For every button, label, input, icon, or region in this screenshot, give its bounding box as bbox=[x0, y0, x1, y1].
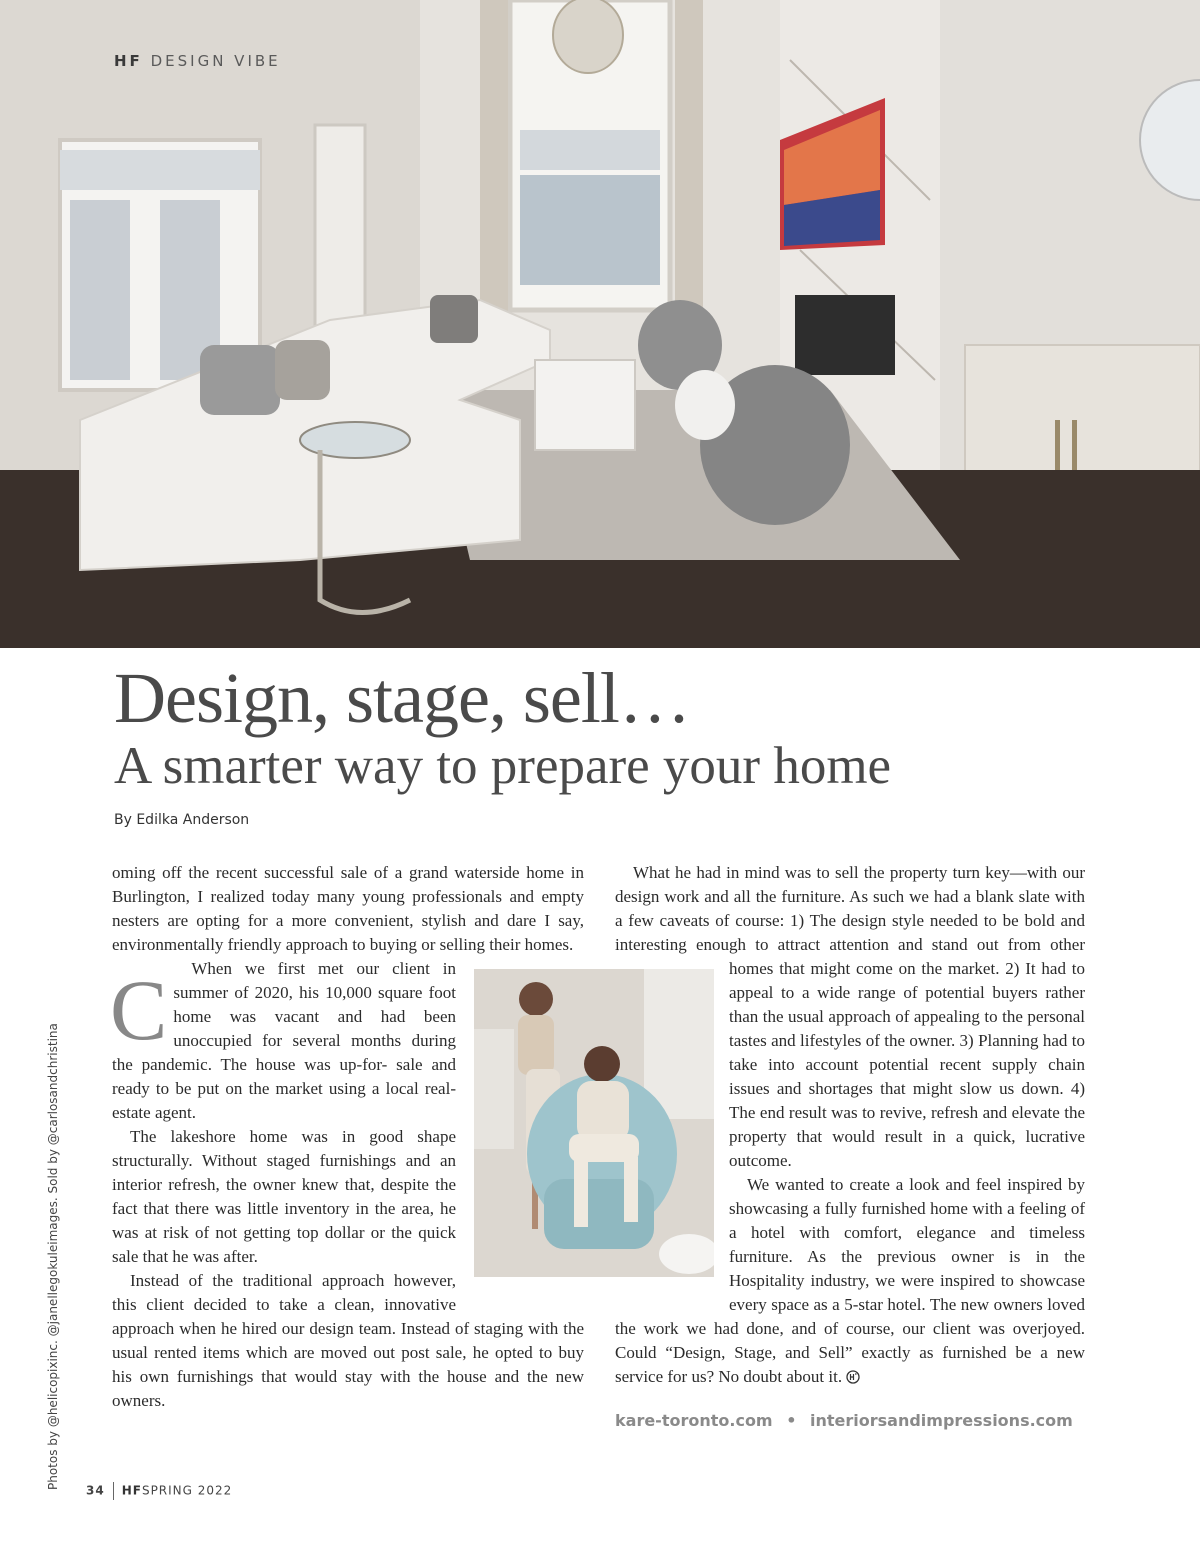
section-kicker bbox=[114, 52, 281, 70]
hero-photo-living-room bbox=[0, 0, 1200, 648]
page-number: 34 bbox=[86, 1483, 105, 1498]
body-paragraph-2: When we first met our client in summer of 2020, his 10,000 square foot home was vacant and had been unoccupied for several months during the pandemic. The house was up-for- sale and ready to be put on the market using a local real-estate agent. bbox=[112, 959, 456, 1122]
link-separator: • bbox=[786, 1411, 797, 1430]
body-paragraph-6-text: We wanted to create a look and feel inspired by showcasing a fully furnished home with a feeling of a hotel with comfort, elegance and timeless furniture. As the previous owner is in the Hospitality industry, we were inspired to showcase every space as a 5-star hotel. The new owners loved the work we had done, and of course, our client was overjoyed. Could “Design, Stage, and Sell” exactly as furnished be a new service for us? No doubt about it. bbox=[615, 1175, 1085, 1386]
article-title: Design, stage, sell… bbox=[114, 658, 690, 738]
living-room-illustration bbox=[0, 0, 1200, 648]
folio-divider bbox=[113, 1482, 114, 1500]
body-paragraph-5: What he had in mind was to sell the property turn key—with our design work and all the furniture. As such we had a blank slate with a few caveats of course: 1) The design style needed to be bold and interesting enough to attract attention and stand out from other homes that might come on the market. 2) It had to appeal to a wide range of potential buyers rather than the usual approach of appealing to the personal tastes and lifestyles of the owner. 3) Planning had to take into account potential recent supply chain issues and shortages that might slow us down. 4) The end result was to revive, refresh and elevate the property that would result in a quick, lucrative outcome. bbox=[615, 863, 1085, 1170]
inset-photo-designers bbox=[474, 969, 714, 1277]
folio-issue: SPRING 2022 bbox=[141, 1483, 233, 1498]
article-byline: By Edilka Anderson bbox=[114, 812, 250, 828]
website-links bbox=[615, 1411, 1073, 1430]
section-kicker-label: DESIGN VIBE bbox=[150, 52, 281, 70]
body-paragraph-3: The lakeshore home was in good shape structurally. Without staged furnishings and an interior refresh, the owner knew that, despite the fact that there was little inventory in the area, he was at risk of not getting top dollar or the quick sale that he was after. bbox=[112, 1127, 456, 1266]
hf-end-mark-icon bbox=[846, 1370, 860, 1384]
body-paragraph-4: Instead of the traditional approach however, this client decided to take a clean, innovative approach when he hired our design team. Instead of staging with the usual rented items which are moved out post sale, he opted to buy his own furnishings that would stay with the house and the new owners. bbox=[112, 1271, 584, 1410]
link-interiors-impressions[interactable]: interiorsandimpressions.com bbox=[810, 1411, 1073, 1430]
folio-magazine: HF bbox=[121, 1483, 142, 1498]
photo-credit: Photos by @helicopixinc. @janellegokuleimages. Sold by @carlosandchristina bbox=[46, 1023, 60, 1490]
article-subtitle: A smarter way to prepare your home bbox=[114, 737, 892, 795]
page-folio bbox=[86, 1482, 232, 1500]
drop-cap: C bbox=[110, 962, 168, 1058]
section-kicker-brand: HF bbox=[114, 52, 143, 70]
body-paragraph-1-text: oming off the recent successful sale of a grand waterside home in Burlington, I realized today many young professionals and empty nesters are opting for a more convenient, stylish and dare I say, environmentally friendly approach to buying or selling their homes. bbox=[112, 863, 584, 954]
designers-portrait-illustration bbox=[474, 969, 714, 1277]
link-kare-toronto[interactable]: kare-toronto.com bbox=[615, 1411, 773, 1430]
